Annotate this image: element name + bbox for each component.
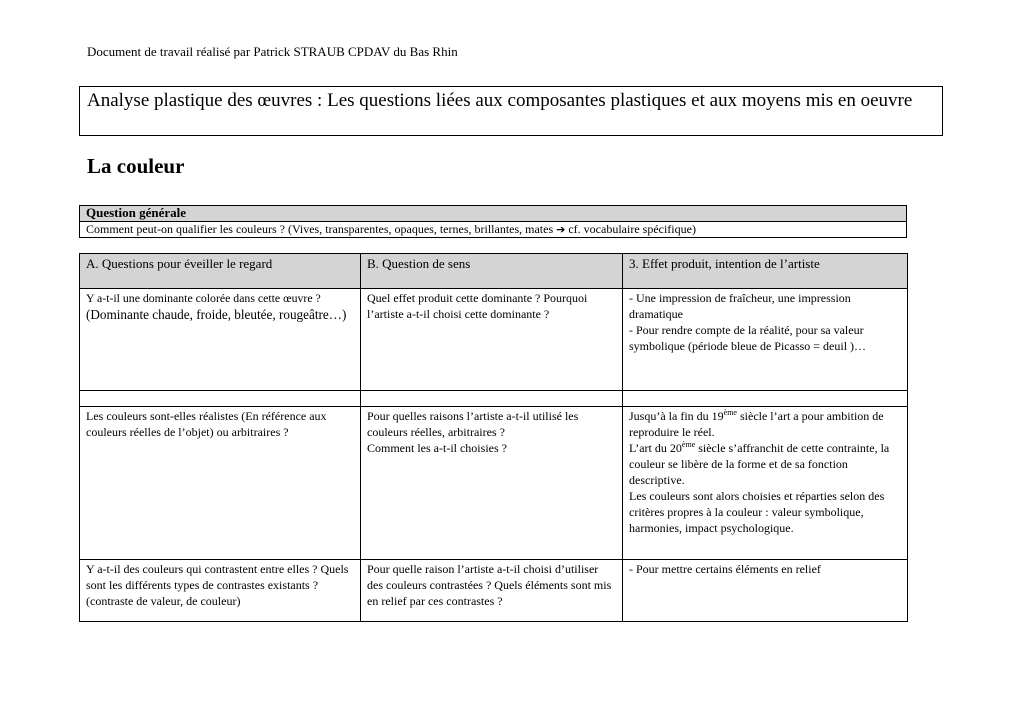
table-cell: Quel effet produit cette dominante ? Pourquoi l’artiste a-t-il choisi cette dominante ? — [361, 289, 623, 391]
column-header: A. Questions pour éveiller le regard — [80, 254, 361, 289]
section-title: La couleur — [87, 154, 185, 178]
table-row — [80, 407, 908, 560]
table-header-row — [80, 254, 908, 289]
column-header: 3. Effet produit, intention de l’artiste — [623, 254, 908, 289]
general-question-text: Comment peut-on qualifier les couleurs ? (Vives, transparentes, opaques, ternes, brillantes, mates ➔ cf. vocabulaire spécifique) — [80, 222, 907, 238]
table-cell: Y a-t-il une dominante colorée dans cette œuvre ? (Dominante chaude, froide, bleutée, rougeâtre…) — [80, 289, 361, 391]
table-cell: - Une impression de fraîcheur, une impression dramatique - Pour rendre compte de la réalité, pour sa valeur symbolique (période bleue de Picasso = deuil )… — [623, 289, 908, 391]
table-cell: Y a-t-il des couleurs qui contrastent entre elles ? Quels sont les différents types de contrastes existants ? (contraste de valeur, de couleur) — [80, 560, 361, 622]
questions-table — [79, 253, 908, 622]
arrow-icon: ➔ — [556, 223, 566, 236]
page-title: Analyse plastique des œuvres : Les questions liées aux composantes plastiques et aux moyens mis en oeuvre — [79, 86, 943, 136]
table-row — [80, 289, 908, 391]
table-cell: Jusqu’à la fin du 19ème siècle l’art a pour ambition de reproduire le réel. L’art du 20ème siècle s’affranchit de cette contrainte, la couleur se libère de la forme et de sa fonction descriptive. Les couleurs sont alors choisies et réparties selon des critères propres à la couleur : valeur symbolique, harmonies, impact psychologique. — [623, 407, 908, 560]
document-header: Document de travail réalisé par Patrick STRAUB CPDAV du Bas Rhin — [87, 44, 458, 59]
table-row-empty — [80, 391, 908, 407]
table-cell: Pour quelles raisons l’artiste a-t-il utilisé les couleurs réelles, arbitraires ? Comment les a-t-il choisies ? — [361, 407, 623, 560]
column-header: B. Question de sens — [361, 254, 623, 289]
general-question-heading: Question générale — [80, 206, 907, 222]
table-cell: - Pour mettre certains éléments en relief — [623, 560, 908, 622]
table-row — [80, 560, 908, 622]
table-cell: Pour quelle raison l’artiste a-t-il choisi d’utiliser des couleurs contrastées ? Quels éléments sont mis en relief par ces contrastes ? — [361, 560, 623, 622]
table-cell: Les couleurs sont-elles réalistes (En référence aux couleurs réelles de l’objet) ou arbitraires ? — [80, 407, 361, 560]
general-question-table — [79, 205, 907, 238]
